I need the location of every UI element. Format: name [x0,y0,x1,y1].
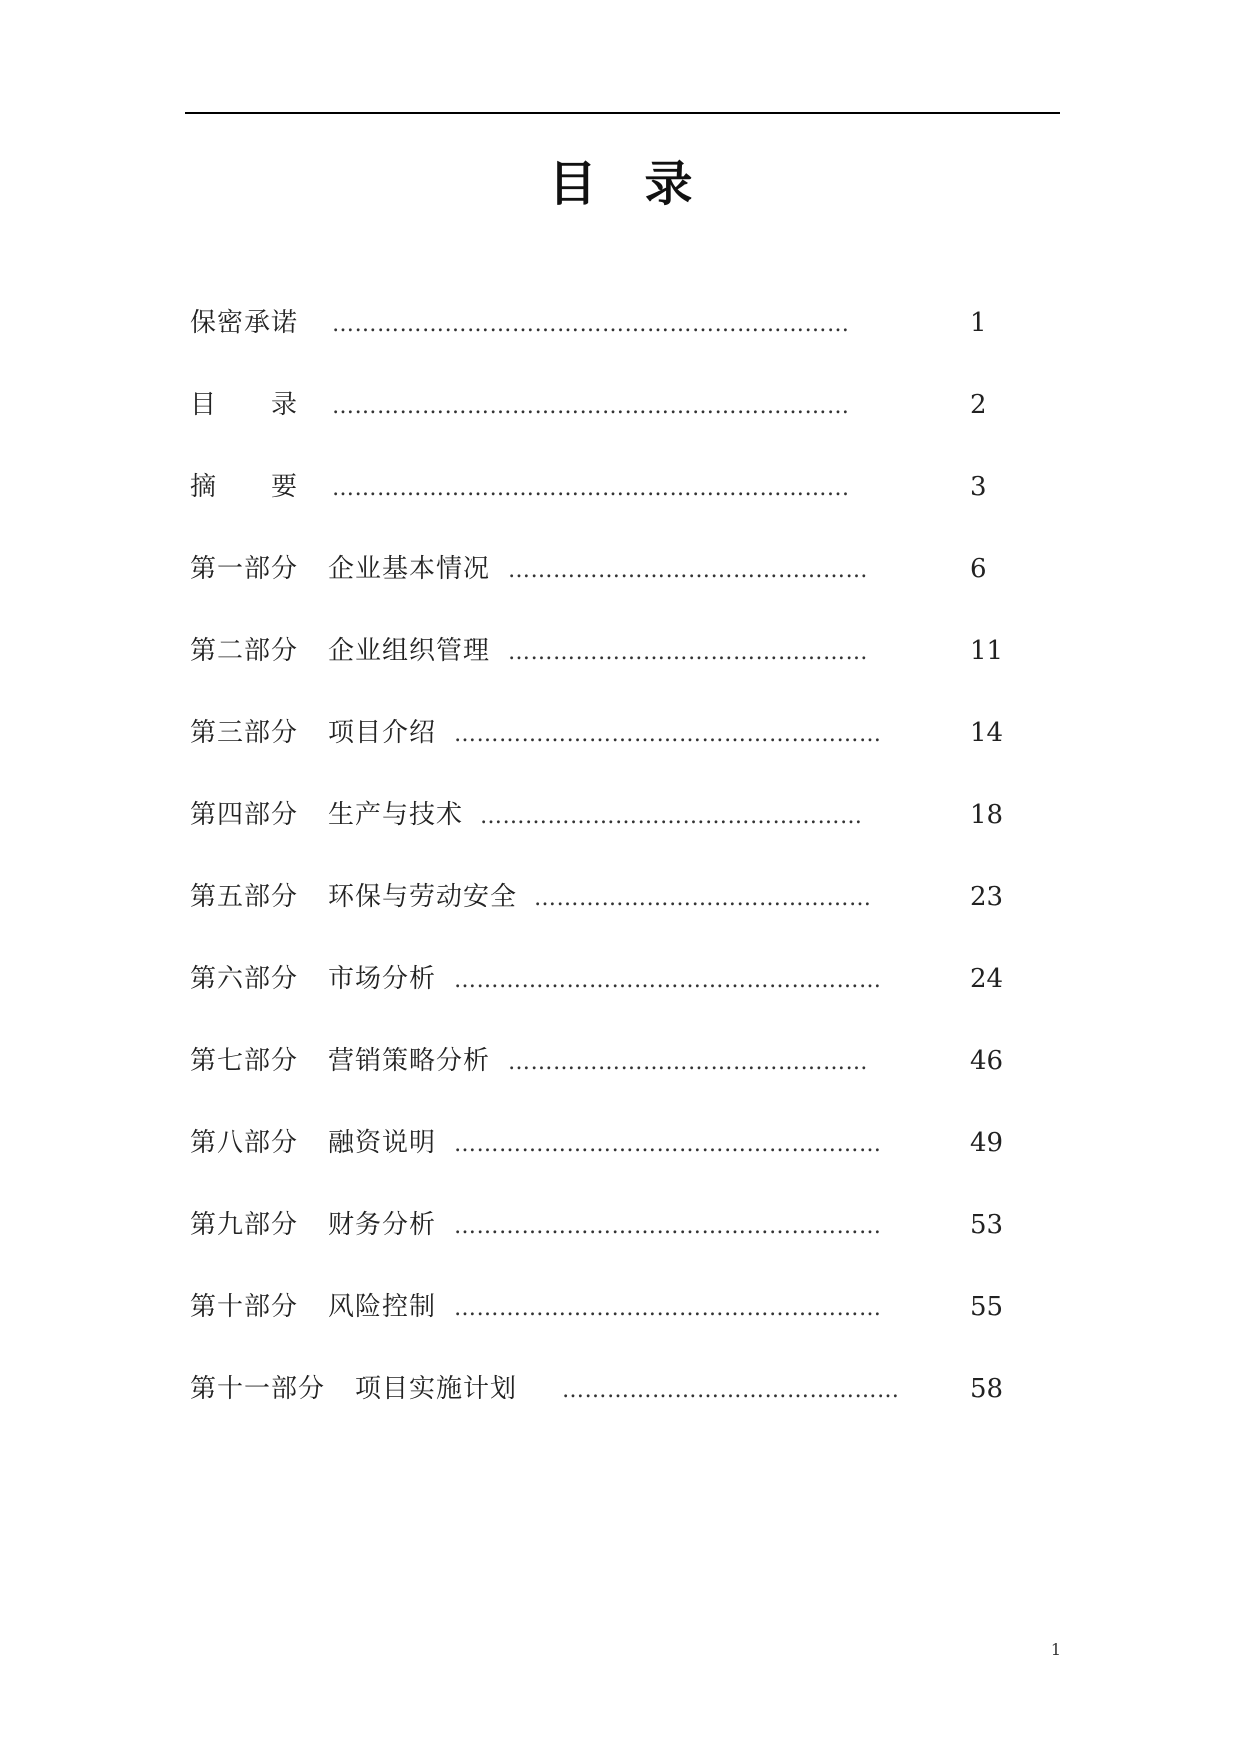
toc-leader-dots: …………………………………………… [480,804,863,829]
toc-entry[interactable] [190,549,1020,631]
table-of-contents [190,303,1020,1451]
page-title [0,148,1241,220]
toc-entry-part: 第三部分 [190,718,299,748]
toc-entry[interactable] [190,795,1020,877]
toc-page-number: 53 [970,1210,1004,1240]
toc-entry-part: 摘 要 [190,472,299,502]
toc-leader-dots: ………………………………………………… [454,722,882,747]
toc-entry[interactable] [190,1287,1020,1369]
header-rule [185,112,1060,114]
toc-page-number: 11 [970,636,1004,666]
toc-entry[interactable] [190,1123,1020,1205]
toc-entry-part: 第十一部分 [190,1374,326,1404]
toc-leader-dots: ……………………………………… [562,1378,900,1403]
page-title-text: 目 录 [548,156,693,212]
toc-entry-part: 第一部分 [190,554,299,584]
toc-page-number: 2 [970,390,987,420]
toc-entry-topic: 财务分析 [328,1210,437,1240]
toc-page-number: 24 [970,964,1004,994]
toc-entry[interactable] [190,1369,1020,1451]
toc-entry[interactable] [190,631,1020,713]
toc-page-number: 23 [970,882,1004,912]
toc-entry[interactable] [190,1205,1020,1287]
toc-entry-label [190,877,517,917]
toc-entry-topic: 项目介绍 [328,718,437,748]
toc-entry-part: 第八部分 [190,1128,299,1158]
toc-leader-dots: ………………………………………………… [454,1214,882,1239]
toc-leader-dots: ………………………………………………… [454,1296,882,1321]
toc-entry-label [190,1287,436,1327]
toc-leader-dots: …………………………………………………………... [332,476,850,501]
toc-page-number: 18 [970,800,1004,830]
toc-entry[interactable] [190,877,1020,959]
toc-page-number: 1 [970,308,987,338]
toc-entry-part: 第五部分 [190,882,299,912]
toc-entry-part: 目 录 [190,390,299,420]
toc-entry-topic: 生产与技术 [328,800,464,830]
toc-entry-topic: 企业组织管理 [328,636,491,666]
toc-leader-dots: ……………………………………… [534,886,872,911]
page-number: 1 [1050,1640,1061,1659]
toc-leader-dots: ………………………………………… [508,640,868,665]
toc-entry-part: 第九部分 [190,1210,299,1240]
toc-entry-label [190,385,298,425]
toc-entry-topic: 营销策略分析 [328,1046,491,1076]
toc-page-number: 14 [970,718,1004,748]
toc-entry[interactable] [190,385,1020,467]
toc-entry-label [190,1205,436,1245]
toc-entry-topic: 市场分析 [328,964,437,994]
toc-entry-label [190,1041,490,1081]
toc-entry-topic: 风险控制 [328,1292,437,1322]
toc-leader-dots: …………………………………………………………… [332,312,850,337]
toc-entry-topic: 融资说明 [328,1128,437,1158]
toc-leader-dots: ………………………………………… [508,1050,868,1075]
toc-entry-label [190,467,298,507]
toc-page-number: 6 [970,554,987,584]
toc-entry[interactable] [190,959,1020,1041]
toc-entry[interactable] [190,303,1020,385]
toc-entry-part: 第十部分 [190,1292,299,1322]
toc-entry-label [190,631,490,671]
toc-leader-dots: …………………………………………………………… [332,394,850,419]
toc-entry-topic: 企业基本情况 [328,554,491,584]
toc-entry-label [190,1369,517,1409]
toc-entry-part: 第四部分 [190,800,299,830]
toc-page-number: 55 [970,1292,1004,1322]
toc-entry-part: 第二部分 [190,636,299,666]
toc-entry-part: 第六部分 [190,964,299,994]
toc-entry-part: 第七部分 [190,1046,299,1076]
toc-entry-part: 保密承诺 [190,308,299,338]
toc-entry-topic: 环保与劳动安全 [328,882,518,912]
toc-leader-dots: ………………………………………………… [454,968,882,993]
toc-entry[interactable] [190,713,1020,795]
toc-entry-label [190,713,436,753]
toc-entry[interactable] [190,1041,1020,1123]
toc-page-number: 46 [970,1046,1004,1076]
toc-entry-label [190,795,463,835]
toc-entry[interactable] [190,467,1020,549]
toc-leader-dots: ………………………………………………… [454,1132,882,1157]
toc-page-number: 58 [970,1374,1004,1404]
toc-entry-label [190,303,298,343]
toc-entry-label [190,1123,436,1163]
toc-page-number: 3 [970,472,987,502]
toc-leader-dots: ………………………………………… [508,558,868,583]
toc-entry-topic: 项目实施计划 [355,1374,518,1404]
toc-page-number: 49 [970,1128,1004,1158]
toc-entry-label [190,549,490,589]
toc-entry-label [190,959,436,999]
